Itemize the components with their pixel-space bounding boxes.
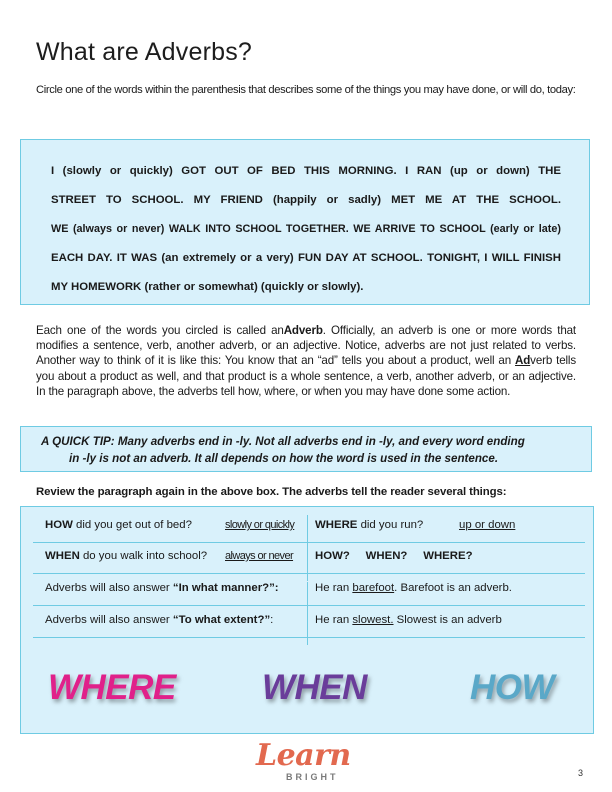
quick-tip-box (20, 426, 592, 472)
explanation-paragraph (36, 323, 576, 399)
learn-bright-logo (250, 738, 360, 788)
cell-text: He ran (315, 614, 353, 626)
table-rule (33, 605, 585, 606)
table-divider (307, 582, 308, 645)
cell-text: did you run? (357, 519, 424, 531)
page-number: 3 (578, 768, 584, 778)
cell-underlined: slowest. (352, 614, 394, 626)
logo-word: Learn (256, 738, 351, 773)
table-cell-manner (45, 582, 279, 594)
big-word-how: HOW (470, 668, 555, 707)
explanation-text: . Officially, an adverb is one or more words that modifies a sentence, verb, another adverb, or an adjective. Notice, adverbs are not just related to verbs. Another way to think of it is like this: You know that an “ad” tells you about a product, well an (36, 324, 576, 368)
cell-bold: “In what manner?”: (172, 582, 279, 594)
activity-line: I (slowly or quickly) GOT OUT OF BED THIS MORNING. I RAN (up or down) THE (51, 165, 561, 177)
table-cell-when (45, 550, 207, 562)
page-title: What are Adverbs? (36, 38, 253, 66)
quick-tip-line: A QUICK TIP: Many adverbs end in -ly. Not all adverbs end in -ly, and every word ending (41, 435, 525, 448)
table-cell-where (315, 519, 423, 531)
cell-text: : (270, 614, 274, 626)
instructions: Circle one of the words within the parenthesis that describes some of the things you may have done, or will do, today: (36, 84, 576, 96)
cell-text: Adverbs will also answer (45, 582, 173, 594)
cell-bold: “To what extent?” (172, 614, 271, 626)
answer-where: up or down (459, 519, 516, 531)
quick-tip-line: in -ly is not an adverb. It all depends on how the word is used in the sentence. (69, 452, 499, 465)
table-cell-extent (45, 614, 273, 626)
cell-underlined: barefoot (352, 582, 395, 594)
cell-text: did you get out of bed? (72, 519, 192, 531)
answer-how: slowly or quickly (225, 519, 295, 531)
table-divider (307, 515, 308, 581)
adverb-term: Adverb (283, 324, 323, 337)
activity-line: WE (always or never) WALK INTO SCHOOL TOGETHER. WE ARRIVE TO SCHOOL (early or late) (51, 223, 561, 235)
cell-text: Adverbs will also answer (45, 614, 173, 626)
explanation-text: Each one of the words you circled is called an (36, 324, 284, 337)
review-heading: Review the paragraph again in the above box. The adverbs tell the reader several things: (36, 486, 507, 498)
question-words: HOW? WHEN? WHERE? (315, 550, 473, 562)
activity-box (20, 139, 590, 305)
cell-text: Slowest is an adverb (393, 614, 502, 626)
table-rule (33, 573, 585, 574)
example-slowest (315, 614, 502, 626)
cell-text: He ran (315, 582, 353, 594)
activity-line: EACH DAY. IT WAS (an extremely or a very) FUN DAY AT SCHOOL. TONIGHT, I WILL FINISH (51, 252, 561, 264)
table-rule (33, 542, 585, 543)
answer-when: always or never (225, 550, 294, 562)
logo-subtitle: BRIGHT (286, 772, 339, 782)
cell-text: do you walk into school? (79, 550, 208, 562)
table-rule (33, 637, 585, 638)
ad-emphasis: Ad (515, 354, 531, 368)
big-word-when: WHEN (262, 668, 367, 707)
explanation-text: verb tells you about a product as well, and that product is a whole sentence, a verb, another adverb, or an adjective. In the paragraph above, the adverbs tell how, where, or when you may have done some action. (36, 354, 576, 398)
activity-line: STREET TO SCHOOL. MY FRIEND (happily or sadly) MET ME AT THE SCHOOL. (51, 194, 561, 206)
cell-bold: WHEN (45, 550, 80, 562)
cell-text: . Barefoot is an adverb. (394, 582, 512, 594)
cell-bold: HOW (45, 519, 73, 531)
big-word-where: WHERE (48, 668, 176, 707)
activity-line: MY HOMEWORK (rather or somewhat) (quickly or slowly). (51, 281, 364, 293)
cell-bold: WHERE (315, 519, 358, 531)
table-cell-how (45, 519, 192, 531)
example-barefoot (315, 582, 512, 594)
